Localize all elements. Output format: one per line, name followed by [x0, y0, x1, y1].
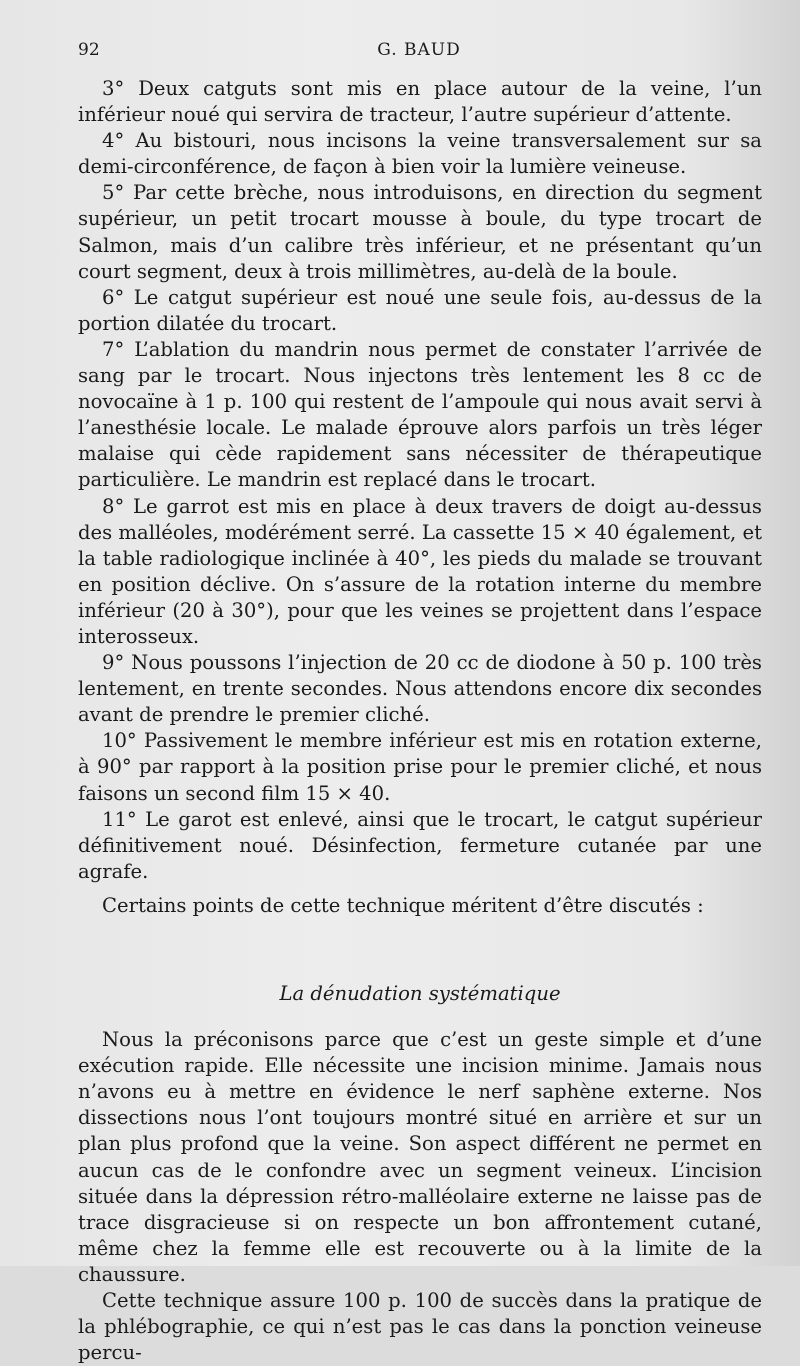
- section-paragraph: Nous la préconisons parce que c’est un geste simple et d’une exécution rapide. Elle nécessite une incision minime. Jamais nous n’avons eu à mettre en évidence le nerf saphène externe. Nos dissections nous l’ont toujours montré situé en arrière et sur un plan plus profond que la veine. Son aspect différent ne permet en aucun cas de le confondre avec un segment veineux. L’incision située dans la dépression rétro-malléolaire externe ne laisse pas de trace disgracieuse si on respecte un bon affrontement cutané, même chez la femme elle est recouverte ou à la limite de la chaussure.: [78, 1028, 762, 1286]
- step-7: 7° L’ablation du mandrin nous permet de constater l’arrivée de sang par le trocart. Nous injectons très lentement les 8 cc de novocaïne à 1 p. 100 qui restent de l’ampoule qui nous avait servi à l’anesthésie locale. Le malade éprouve alors parfois un très léger malaise qui cède rapidement sans nécessiter de thérapeutique particulière. Le mandrin est replacé dans le trocart.: [78, 337, 762, 492]
- step-9: 9° Nous poussons l’injection de 20 cc de diodone à 50 p. 100 très lentement, en trente secondes. Nous attendons encore dix secondes avant de prendre le premier cliché.: [78, 651, 762, 727]
- step-10: 10° Passivement le membre inférieur est mis en rotation externe, à 90° par rapport à la position prise pour le premier cliché, et nous faisons un second film 15 × 40.: [78, 729, 762, 805]
- step-3: 3° Deux catguts sont mis en place autour de la veine, l’un inférieur noué qui servira de tracteur, l’autre supérieur d’attente.: [78, 77, 762, 127]
- page-body: [78, 76, 762, 1366]
- step-6: 6° Le catgut supérieur est noué une seule fois, au-dessus de la portion dilatée du trocart.: [78, 285, 762, 335]
- step-8: 8° Le garrot est mis en place à deux travers de doigt au-dessus des malléoles, modérément serré. La cassette 15 × 40 également, et la table radiologique inclinée à 40°, les pieds du malade se trouvant en position déclive. On s’assure de la rotation interne du membre inférieur (20 à 30°), pour que les veines se projettent dans l’espace interosseux.: [78, 494, 762, 648]
- running-head: G. BAUD: [377, 40, 461, 60]
- page-header: [78, 40, 760, 64]
- step-5: 5° Par cette brèche, nous introduisons, en direction du segment supérieur, un petit trocart mousse à boule, du type trocart de Salmon, mais d’un calibre très inférieur, et ne présentant qu’un court segment, deux à trois millimètres, au-delà de la boule.: [78, 181, 762, 283]
- discussion-intro: Certains points de cette technique méritent d’être discutés :: [102, 893, 704, 917]
- section-paragraph: Cette technique assure 100 p. 100 de succès dans la pratique de la phlébographie, ce qui n’est pas le cas dans la ponction veineuse percu-: [78, 1289, 762, 1365]
- page-number: 92: [78, 40, 100, 60]
- section-title: La dénudation systématique: [279, 982, 561, 1005]
- step-11: 11° Le garot est enlevé, ainsi que le trocart, le catgut supérieur définitivement noué. Désinfection, fermeture cutanée par une agrafe.: [78, 807, 762, 883]
- step-4: 4° Au bistouri, nous incisons la veine transversalement sur sa demi-circonférence, de façon à bien voir la lumière veineuse.: [78, 129, 762, 179]
